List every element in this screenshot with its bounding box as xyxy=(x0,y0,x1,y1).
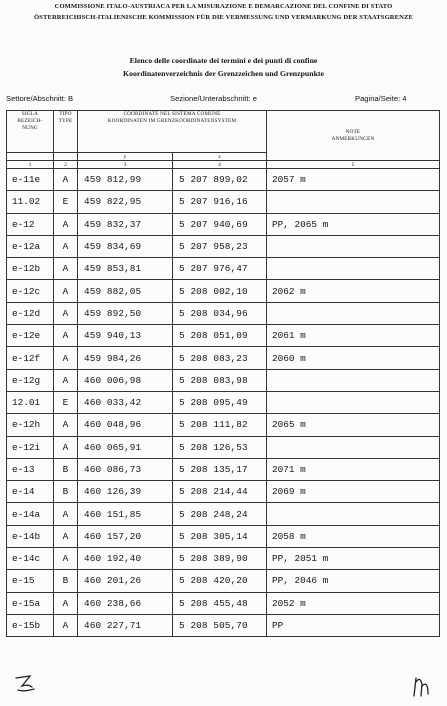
type-label: TYPE xyxy=(58,118,73,124)
coordinate-y: 460 201,26 xyxy=(78,570,173,592)
coordinate-y: 459 882,05 xyxy=(78,280,173,302)
coordinate-y: 460 157,20 xyxy=(78,525,173,547)
boundary-mark-id: e-14a xyxy=(7,503,54,525)
coordinate-x: 5 208 505,70 xyxy=(173,614,267,636)
table-row xyxy=(7,570,440,592)
coordinate-y: 460 126,39 xyxy=(78,481,173,503)
table-row xyxy=(7,592,440,614)
mark-type: B xyxy=(54,481,78,503)
col-header-y: y xyxy=(78,153,173,161)
note-text: PP xyxy=(267,614,440,636)
coordinate-y: 459 822,95 xyxy=(78,191,173,213)
col-header-tipo xyxy=(54,111,78,153)
boundary-mark-id: e-15a xyxy=(7,592,54,614)
table-row xyxy=(7,235,440,257)
table-row xyxy=(7,525,440,547)
table-row xyxy=(7,280,440,302)
boundary-mark-id: e-12g xyxy=(7,369,54,391)
table-row xyxy=(7,481,440,503)
tipo-label: TIPO xyxy=(59,111,72,117)
boundary-mark-id: e-13 xyxy=(7,458,54,480)
mark-type: A xyxy=(54,213,78,235)
coordinate-y: 459 984,26 xyxy=(78,347,173,369)
coordinate-y: 459 892,50 xyxy=(78,302,173,324)
note-text xyxy=(267,235,440,257)
mark-type: A xyxy=(54,503,78,525)
table-body xyxy=(7,169,440,637)
mark-type: A xyxy=(54,436,78,458)
boundary-mark-id: e-12c xyxy=(7,280,54,302)
coordinates-table xyxy=(6,110,440,637)
note-label-de: ANMERKUNGEN xyxy=(331,135,375,142)
col-header-tipo-cont xyxy=(54,153,78,161)
note-text: 2062 m xyxy=(267,280,440,302)
mark-type: A xyxy=(54,592,78,614)
coordinate-x: 5 208 095,49 xyxy=(173,391,267,413)
note-text: PP, 2051 m xyxy=(267,548,440,570)
header-line-de: ÖSTERREICHISCH-ITALIENISCHE KOMMISSION FÜR DIE VERMESSUNG UND VERMARKUNG DER STAATSGRENZE xyxy=(33,14,414,21)
boundary-mark-id: e-14c xyxy=(7,548,54,570)
boundary-mark-id: 12.01 xyxy=(7,391,54,413)
coordinate-x: 5 208 002,10 xyxy=(173,280,267,302)
coordinate-x: 5 207 976,47 xyxy=(173,258,267,280)
coordinate-x: 5 208 083,23 xyxy=(173,347,267,369)
bezeichnung-label: BEZEICH-NUNG xyxy=(17,118,43,131)
col-number-4: 4 xyxy=(173,161,267,169)
mark-type: A xyxy=(54,347,78,369)
mark-type: E xyxy=(54,191,78,213)
table-row xyxy=(7,347,440,369)
mark-type: B xyxy=(54,458,78,480)
mark-type: A xyxy=(54,325,78,347)
coord-label-it: COORDINATE NEL SISTEMA COMUNE xyxy=(123,111,221,117)
coordinate-x: 5 208 214,44 xyxy=(173,481,267,503)
note-text: 2057 m xyxy=(267,169,440,191)
settore-label: Settore/Abschnitt: B xyxy=(6,94,74,103)
table-row xyxy=(7,191,440,213)
coordinate-x: 5 208 135,17 xyxy=(173,458,267,480)
col-header-x: x xyxy=(173,153,267,161)
boundary-mark-id: e-15 xyxy=(7,570,54,592)
coordinate-x: 5 208 051,09 xyxy=(173,325,267,347)
mark-type: A xyxy=(54,258,78,280)
note-text: 2065 m xyxy=(267,414,440,436)
boundary-mark-id: e-12d xyxy=(7,302,54,324)
table-row xyxy=(7,436,440,458)
note-text: 2071 m xyxy=(267,458,440,480)
table-row xyxy=(7,213,440,235)
note-text: 2060 m xyxy=(267,347,440,369)
sezione-label: Sezione/Unterabschnitt: e xyxy=(170,94,257,103)
col-header-note xyxy=(267,111,440,161)
mark-type: A xyxy=(54,548,78,570)
mark-type: B xyxy=(54,570,78,592)
note-text xyxy=(267,258,440,280)
boundary-mark-id: e-12a xyxy=(7,235,54,257)
coordinate-y: 460 227,71 xyxy=(78,614,173,636)
mark-type: A xyxy=(54,369,78,391)
note-text: 2058 m xyxy=(267,525,440,547)
coordinate-y: 459 832,37 xyxy=(78,213,173,235)
table-row xyxy=(7,414,440,436)
note-text: 2069 m xyxy=(267,481,440,503)
boundary-mark-id: e-12i xyxy=(7,436,54,458)
mark-type: A xyxy=(54,302,78,324)
table-row xyxy=(7,458,440,480)
note-text: 2061 m xyxy=(267,325,440,347)
note-text xyxy=(267,391,440,413)
coordinate-y: 459 940,13 xyxy=(78,325,173,347)
coordinate-y: 460 065,91 xyxy=(78,436,173,458)
coordinate-y: 459 834,69 xyxy=(78,235,173,257)
coordinate-y: 460 238,66 xyxy=(78,592,173,614)
table-row xyxy=(7,302,440,324)
coordinate-x: 5 208 034,96 xyxy=(173,302,267,324)
boundary-mark-id: e-15b xyxy=(7,614,54,636)
coordinate-y: 460 192,40 xyxy=(78,548,173,570)
coord-label-de: KOORDINATEN IM GRENZKOORDINATENSYSTEM xyxy=(107,118,237,124)
mark-type: A xyxy=(54,525,78,547)
boundary-mark-id: e-14b xyxy=(7,525,54,547)
boundary-mark-id: 11.02 xyxy=(7,191,54,213)
table-row xyxy=(7,503,440,525)
header-line-it: COMMISSIONE ITALO-AUSTRIACA PER LA MISURAZIONE E DEMARCAZIONE DEL CONFINE DI STATO xyxy=(54,3,393,10)
sigla-label: SIGLA xyxy=(21,111,39,117)
col-number-3: 3 xyxy=(78,161,173,169)
note-text xyxy=(267,436,440,458)
col-number-5: 5 xyxy=(267,161,440,169)
table-row xyxy=(7,391,440,413)
coordinate-x: 5 208 083,98 xyxy=(173,369,267,391)
note-text xyxy=(267,302,440,324)
coordinate-x: 5 208 420,20 xyxy=(173,570,267,592)
mark-type: A xyxy=(54,169,78,191)
left-signature-icon xyxy=(12,672,40,696)
coordinate-y: 459 853,81 xyxy=(78,258,173,280)
coordinate-x: 5 207 940,69 xyxy=(173,213,267,235)
coordinate-x: 5 208 305,14 xyxy=(173,525,267,547)
boundary-mark-id: e-12 xyxy=(7,213,54,235)
col-number-1: 1 xyxy=(7,161,54,169)
table-row xyxy=(7,548,440,570)
table-row xyxy=(7,369,440,391)
mark-type: A xyxy=(54,414,78,436)
coordinate-x: 5 207 916,16 xyxy=(173,191,267,213)
subtitle-de: Koordinatenverzeichnis der Grenzzeichen und Grenzpunkte xyxy=(123,69,324,78)
coordinate-y: 460 033,42 xyxy=(78,391,173,413)
coordinate-y: 460 151,85 xyxy=(78,503,173,525)
mark-type: A xyxy=(54,614,78,636)
table-row xyxy=(7,325,440,347)
note-text: 2052 m xyxy=(267,592,440,614)
mark-type: A xyxy=(54,235,78,257)
col-header-coordinates xyxy=(78,111,267,153)
boundary-mark-id: e-12e xyxy=(7,325,54,347)
coordinate-x: 5 208 248,24 xyxy=(173,503,267,525)
note-text: PP, 2046 m xyxy=(267,570,440,592)
pagina-label: Pagina/Seite: 4 xyxy=(355,94,407,103)
boundary-mark-id: e-12b xyxy=(7,258,54,280)
coordinate-x: 5 207 899,02 xyxy=(173,169,267,191)
coordinate-y: 460 048,96 xyxy=(78,414,173,436)
note-label-it: NOTE xyxy=(345,128,361,135)
boundary-mark-id: e-12h xyxy=(7,414,54,436)
mark-type: A xyxy=(54,280,78,302)
coordinate-x: 5 208 389,90 xyxy=(173,548,267,570)
coordinate-y: 460 006,98 xyxy=(78,369,173,391)
col-number-2: 2 xyxy=(54,161,78,169)
mark-type: E xyxy=(54,391,78,413)
table-row xyxy=(7,258,440,280)
table-row xyxy=(7,614,440,636)
boundary-mark-id: e-11e xyxy=(7,169,54,191)
coordinate-y: 460 086,73 xyxy=(78,458,173,480)
note-text xyxy=(267,191,440,213)
coordinate-y: 459 812,99 xyxy=(78,169,173,191)
right-signature-icon xyxy=(408,672,434,702)
coordinate-x: 5 207 958,23 xyxy=(173,235,267,257)
boundary-mark-id: e-12f xyxy=(7,347,54,369)
table-row xyxy=(7,169,440,191)
col-header-sigla xyxy=(7,111,54,153)
boundary-mark-id: e-14 xyxy=(7,481,54,503)
coordinate-x: 5 208 455,48 xyxy=(173,592,267,614)
note-text xyxy=(267,503,440,525)
coordinate-x: 5 208 126,53 xyxy=(173,436,267,458)
subtitle-it: Elenco delle coordinate dei termini e dei punti di confine xyxy=(129,56,318,65)
note-text xyxy=(267,369,440,391)
col-header-sigla-cont xyxy=(7,153,54,161)
note-text: PP, 2065 m xyxy=(267,213,440,235)
coordinate-x: 5 208 111,82 xyxy=(173,414,267,436)
